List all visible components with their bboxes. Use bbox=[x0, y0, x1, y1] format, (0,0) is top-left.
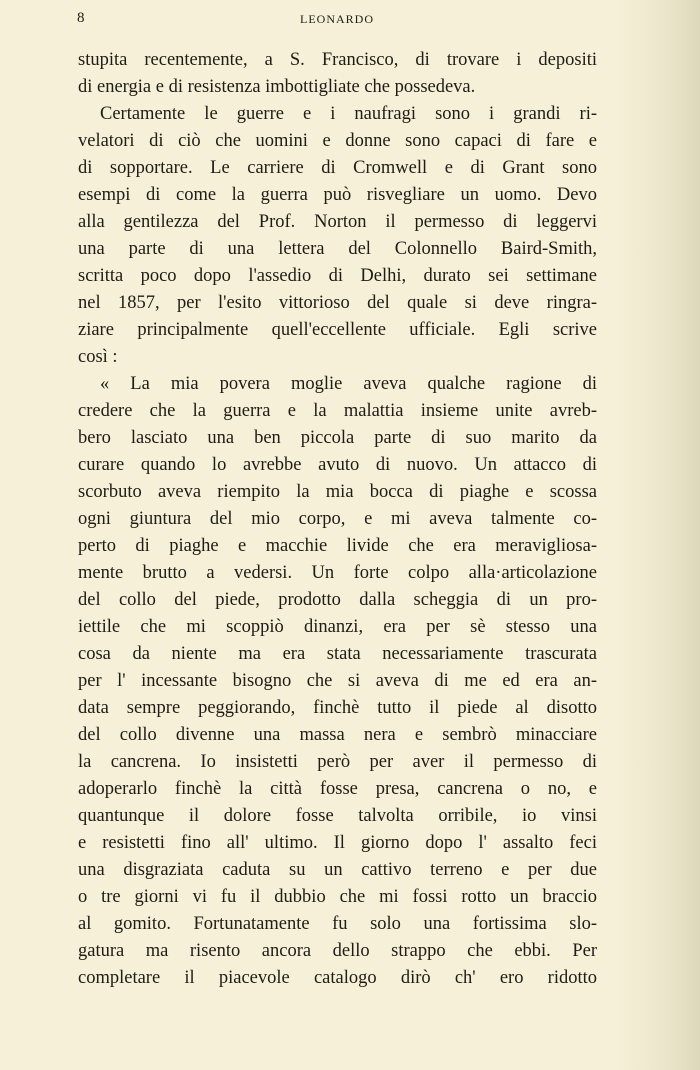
text-line: la cancrena. Io insistetti però per aver il permesso di bbox=[78, 752, 597, 772]
text-line: cosa da niente ma era stata necessariamente trascurata bbox=[78, 644, 597, 664]
text-line: una parte di una lettera del Colonnello Baird-Smith, bbox=[78, 239, 597, 259]
text-line: « La mia povera moglie aveva qualche ragione di bbox=[100, 374, 597, 394]
text-line: curare quando lo avrebbe avuto di nuovo. Un attacco di bbox=[78, 455, 597, 475]
text-line: bero lasciato una ben piccola parte di suo marito da bbox=[78, 428, 597, 448]
text-line: quantunque il dolore fosse talvolta orribile, io vinsi bbox=[78, 806, 597, 826]
text-line: iettile che mi scoppiò dinanzi, era per sè stesso una bbox=[78, 617, 597, 637]
text-line: così : bbox=[78, 347, 118, 367]
text-line: data sempre peggiorando, finchè tutto il piede al disotto bbox=[78, 698, 597, 718]
text-line: al gomito. Fortunatamente fu solo una fortissima slo- bbox=[78, 914, 597, 934]
page-header bbox=[77, 10, 597, 30]
text-line: del collo del piede, prodotto dalla scheggia di un pro- bbox=[78, 590, 597, 610]
text-line: perto di piaghe e macchie livide che era meravigliosa- bbox=[78, 536, 597, 556]
text-line: gatura ma risento ancora dello strappo che ebbi. Per bbox=[78, 941, 597, 961]
text-line: scorbuto aveva riempito la mia bocca di piaghe e scossa bbox=[78, 482, 597, 502]
text-line: di energia e di resistenza imbottigliate che possedeva. bbox=[78, 77, 476, 97]
text-line: credere che la guerra e la malattia insieme unite avreb- bbox=[78, 401, 597, 421]
text-line: una disgraziata caduta su un cattivo terreno e per due bbox=[78, 860, 597, 880]
text-line: adoperarlo finchè la città fosse presa, cancrena o no, e bbox=[78, 779, 597, 799]
text-line: completare il piacevole catalogo dirò ch' ero ridotto bbox=[78, 968, 597, 988]
text-line: del collo divenne una massa nera e sembrò minacciare bbox=[78, 725, 597, 745]
page-number: 8 bbox=[77, 10, 85, 26]
body-text bbox=[78, 47, 597, 992]
text-line: scritta poco dopo l'assedio di Delhi, durato sei settimane bbox=[78, 266, 597, 286]
text-line: Certamente le guerre e i naufragi sono i grandi ri- bbox=[100, 104, 597, 124]
text-line: ziare principalmente quell'eccellente ufficiale. Egli scrive bbox=[78, 320, 597, 340]
text-line: nel 1857, per l'esito vittorioso del quale si deve ringra- bbox=[78, 293, 597, 313]
text-line: alla gentilezza del Prof. Norton il permesso di leggervi bbox=[78, 212, 597, 232]
text-line: ogni giuntura del mio corpo, e mi aveva talmente co- bbox=[78, 509, 597, 529]
text-line: mente brutto a vedersi. Un forte colpo alla·articolazione bbox=[78, 563, 597, 583]
text-line: stupita recentemente, a S. Francisco, di trovare i depositi bbox=[78, 50, 597, 70]
text-line: per l' incessante bisogno che si aveva di me ed era an- bbox=[78, 671, 597, 691]
text-line: esempi di come la guerra può risvegliare un uomo. Devo bbox=[78, 185, 597, 205]
text-line: velatori di ciò che uomini e donne sono capaci di fare e bbox=[78, 131, 597, 151]
running-head: LEONARDO bbox=[300, 12, 374, 26]
text-line: e resistetti fino all' ultimo. Il giorno dopo l' assalto feci bbox=[78, 833, 597, 853]
text-line: di sopportare. Le carriere di Cromwell e di Grant sono bbox=[78, 158, 597, 178]
text-line: o tre giorni vi fu il dubbio che mi fossi rotto un braccio bbox=[78, 887, 597, 907]
